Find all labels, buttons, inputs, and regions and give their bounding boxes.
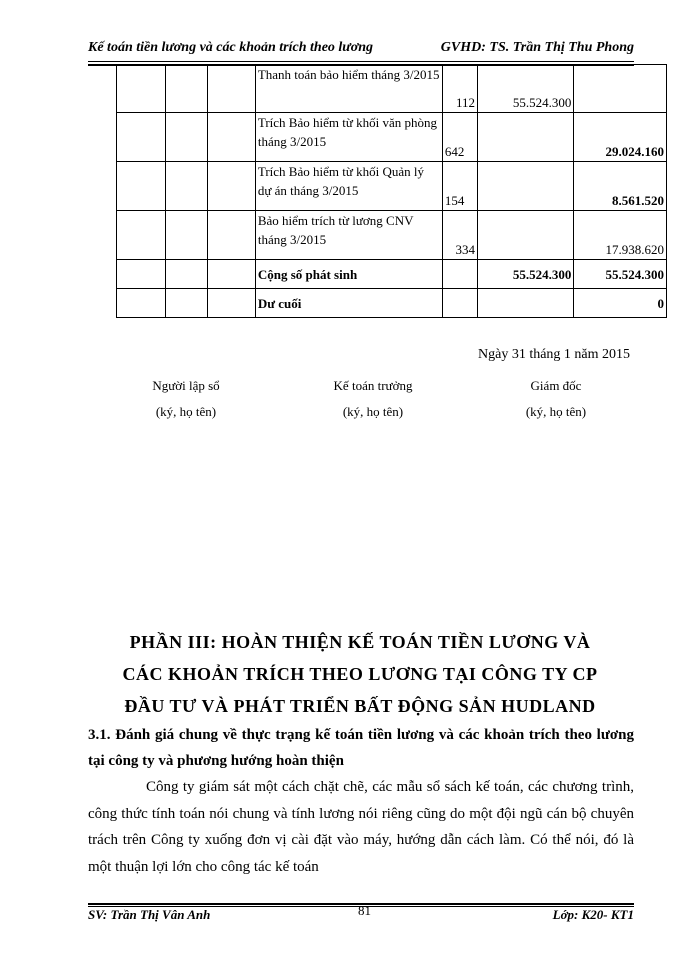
closing-label: Dư cuối <box>255 289 442 318</box>
row-description: Trích Bảo hiểm từ khối văn phòng tháng 3/2015 <box>255 113 442 162</box>
page-footer <box>88 903 634 927</box>
signature-director <box>476 378 636 420</box>
signature-note: (ký, họ tên) <box>155 404 217 419</box>
header-supervisor: GVHD: TS. Trần Thị Thu Phong <box>440 40 634 55</box>
section-heading: 3.1. Đánh giá chung về thực trạng kế toán tiền lương và các khoản trích theo lương tại công ty và phương hướng hoàn thiện <box>88 727 634 769</box>
closing-credit: 0 <box>574 289 667 318</box>
row-account: 112 <box>442 65 477 113</box>
signature-role: Giám đốc <box>530 378 582 393</box>
closing-row <box>117 289 667 318</box>
row-debit <box>478 113 574 162</box>
signature-note: (ký, họ tên) <box>525 404 587 419</box>
total-row <box>117 260 667 289</box>
row-account: 642 <box>442 113 477 162</box>
table-row <box>117 113 667 162</box>
header-rule <box>88 61 634 62</box>
row-debit <box>478 211 574 260</box>
row-account: 334 <box>442 211 477 260</box>
row-description: Thanh toán bảo hiểm tháng 3/2015 <box>255 65 442 113</box>
part-title <box>80 626 640 722</box>
total-credit: 55.524.300 <box>574 260 667 289</box>
part-title-line: ĐẦU TƯ VÀ PHÁT TRIỂN BẤT ĐỘNG SẢN HUDLAND <box>124 696 596 716</box>
paragraph-text: Công ty giám sát một cách chặt chẽ, các mẫu sổ sách kế toán, các chương trình, công thức tính toán nói chung và tính lương nói riêng cũng do một đội ngũ cán bộ chuyên trách trên Công ty xuống đơn vị cài đặt vào máy, hướng dẫn cách làm. Có thể nói, đó là một thuận lợi lớn cho công tác kế toán <box>88 779 634 875</box>
page-header <box>88 40 634 60</box>
ledger-table <box>116 64 667 318</box>
total-debit: 55.524.300 <box>478 260 574 289</box>
signature-note: (ký, họ tên) <box>342 404 404 419</box>
signature-date: Ngày 31 tháng 1 năm 2015 <box>478 347 631 362</box>
table-row <box>117 211 667 260</box>
row-debit <box>478 162 574 211</box>
row-credit: 29.024.160 <box>574 113 667 162</box>
row-credit: 8.561.520 <box>574 162 667 211</box>
signature-role: Người lập sổ <box>152 378 220 393</box>
footer-class: Lớp: K20- KT1 <box>552 907 634 922</box>
row-credit: 17.938.620 <box>574 211 667 260</box>
row-description: Bảo hiểm trích từ lương CNV tháng 3/2015 <box>255 211 442 260</box>
header-title: Kế toán tiền lương và các khoản trích theo lương <box>88 40 373 55</box>
signature-preparer <box>106 378 266 420</box>
row-credit <box>574 65 667 113</box>
page-number: 81 <box>358 903 371 918</box>
table-row <box>117 162 667 211</box>
part-title-line: PHẦN III: HOÀN THIỆN KẾ TOÁN TIỀN LƯƠNG VÀ <box>129 632 591 652</box>
signature-role: Kế toán trưởng <box>333 378 413 393</box>
table-row <box>117 65 667 113</box>
signature-chief-accountant <box>293 378 453 420</box>
footer-student: SV: Trần Thị Vân Anh <box>88 907 211 922</box>
part-title-line: CÁC KHOẢN TRÍCH THEO LƯƠNG TẠI CÔNG TY CP <box>122 664 598 684</box>
row-account: 154 <box>442 162 477 211</box>
row-debit: 55.524.300 <box>478 65 574 113</box>
total-label: Cộng số phát sinh <box>255 260 442 289</box>
body-paragraph <box>88 774 634 880</box>
row-description: Trích Bảo hiểm từ khối Quản lý dự án tháng 3/2015 <box>255 162 442 211</box>
